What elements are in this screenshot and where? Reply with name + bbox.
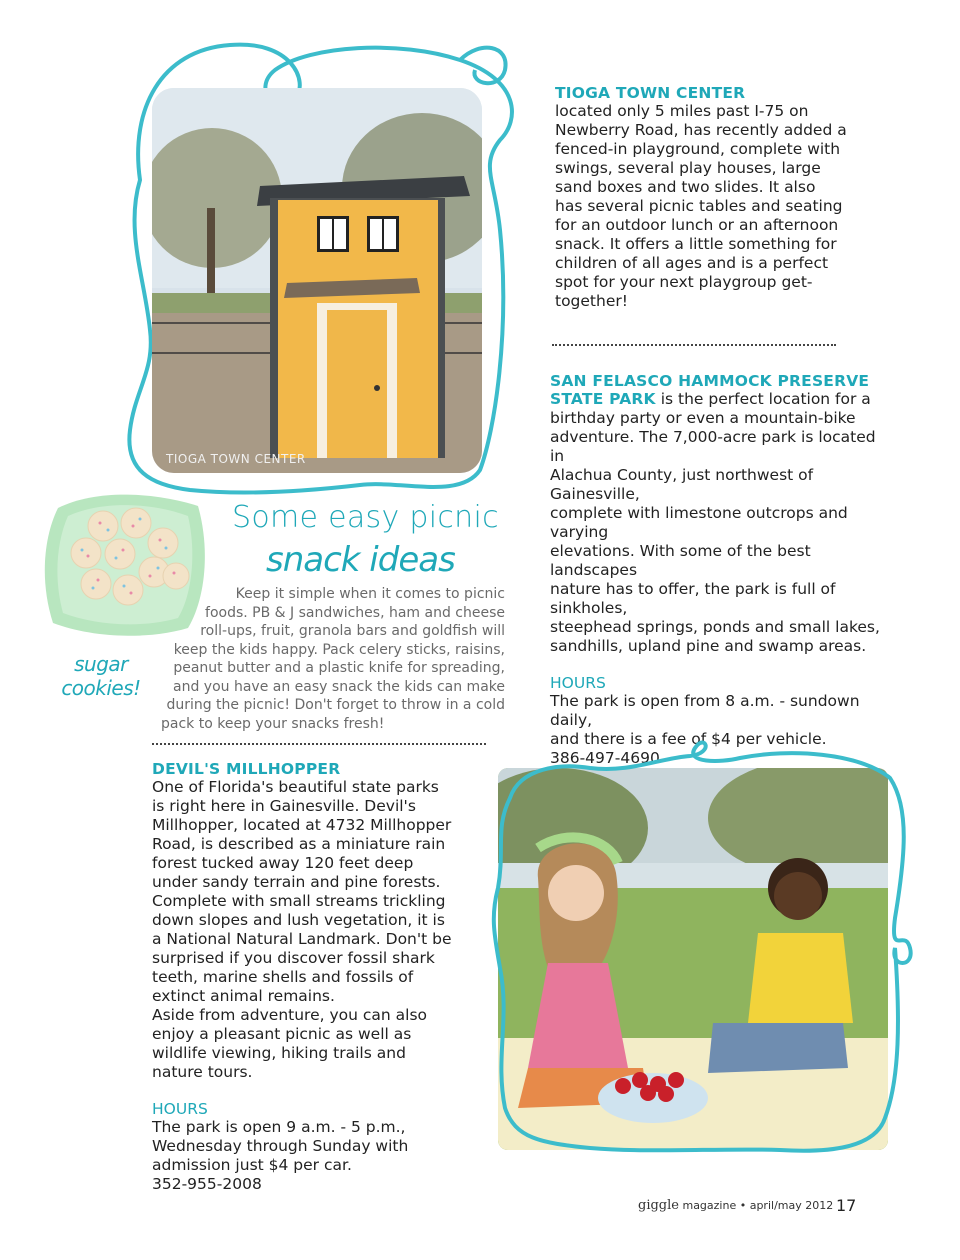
hours-line: and there is a fee of $4 per vehicle. xyxy=(550,730,827,748)
devils-line: surprised if you discover fossil shark xyxy=(152,949,435,967)
phone-number: 352-955-2008 xyxy=(152,1175,262,1193)
page-number: 17 xyxy=(836,1196,857,1215)
sanfelasco-line: adventure. The 7,000-acre park is located in xyxy=(550,428,876,465)
dotted-divider xyxy=(152,743,486,745)
devils-body xyxy=(152,778,482,1082)
sanfelasco-line: Alachua County, just northwest of Gainesville, xyxy=(550,466,814,503)
devils-section xyxy=(152,760,482,1194)
footer-issue: magazine • april/may 2012 xyxy=(678,1199,834,1212)
sanfelasco-line: nature has to offer, the park is full of sinkholes, xyxy=(550,580,836,617)
sanfelasco-line: elevations. With some of the best landscapes xyxy=(550,542,811,579)
sanfelasco-line: is the perfect location for a xyxy=(655,390,871,408)
devils-line: a National Natural Landmark. Don't be xyxy=(152,930,452,948)
devils-line: under sandy terrain and pine forests. xyxy=(152,873,441,891)
cookie-label-line: cookies! xyxy=(61,676,141,700)
tioga-line: has several picnic tables and seating xyxy=(555,197,843,215)
devils-heading: DEVIL'S MILLHOPPER xyxy=(152,760,341,778)
tioga-line: Newberry Road, has recently added a xyxy=(555,121,847,139)
phone-number: 386-497-4690 xyxy=(550,749,660,767)
sanfelasco-heading: SAN FELASCO HAMMOCK PRESERVE xyxy=(550,372,870,390)
tioga-line: located only 5 miles past I-75 on xyxy=(555,102,809,120)
devils-line: forest tucked away 120 feet deep xyxy=(152,854,414,872)
devils-line: One of Florida's beautiful state parks xyxy=(152,778,439,796)
devils-line: nature tours. xyxy=(152,1063,253,1081)
tioga-line: for an outdoor lunch or an afternoon xyxy=(555,216,839,234)
hours-line: admission just $4 per car. xyxy=(152,1156,352,1174)
sanfelasco-section xyxy=(550,372,890,768)
sanfelasco-line: complete with limestone outcrops and varying xyxy=(550,504,848,541)
photo-caption: TIOGA TOWN CENTER xyxy=(166,452,306,466)
devils-line: is right here in Gainesville. Devil's xyxy=(152,797,416,815)
snack-subtitle: snack ideas xyxy=(266,540,455,580)
devils-line: down slopes and lush vegetation, it is xyxy=(152,911,445,929)
snack-line: keep the kids happy. Pack celery sticks, raisins, xyxy=(173,641,505,658)
snack-line: roll-ups, fruit, granola bars and goldfish will xyxy=(200,623,505,639)
devils-line: enjoy a pleasant picnic as well as xyxy=(152,1025,412,1043)
devils-line: Aside from adventure, you can also xyxy=(152,1006,428,1024)
tioga-line: sand boxes and two slides. It also xyxy=(555,178,816,196)
tioga-line: swings, several play houses, large xyxy=(555,159,821,177)
sanfelasco-heading-cont: STATE PARK xyxy=(550,390,656,408)
snack-body xyxy=(150,585,505,733)
tioga-body xyxy=(555,102,885,311)
sanfelasco-line: sandhills, upland pine and swamp areas. xyxy=(550,637,867,655)
hours-line: The park is open 9 a.m. - 5 p.m., xyxy=(152,1118,406,1136)
hours-line: The park is open from 8 a.m. - sundown daily, xyxy=(550,692,860,729)
snack-line: Keep it simple when it comes to picnic xyxy=(235,586,505,602)
tioga-line: snack. It offers a little something for xyxy=(555,235,837,253)
magazine-brand: giggle xyxy=(638,1198,679,1213)
tioga-line: children of all ages and is a perfect xyxy=(555,254,829,272)
tioga-section xyxy=(555,84,885,311)
sanfelasco-first-line xyxy=(550,390,890,409)
dotted-divider xyxy=(552,344,836,346)
sanfelasco-hours-label: HOURS xyxy=(550,674,606,692)
decorative-swirl-frame-bottom xyxy=(480,738,920,1170)
devils-line: Road, is described as a miniature rain xyxy=(152,835,446,853)
snack-line: peanut butter and a plastic knife for spreading, xyxy=(173,660,505,676)
tioga-line: fenced-in playground, complete with xyxy=(555,140,841,158)
snack-title: Some easy picnic xyxy=(232,500,499,535)
tioga-heading: TIOGA TOWN CENTER xyxy=(555,84,746,102)
sanfelasco-body xyxy=(550,409,890,656)
devils-hours xyxy=(152,1118,482,1194)
snack-line: pack to keep your snacks fresh! xyxy=(161,715,385,732)
page-footer xyxy=(638,1198,833,1213)
devils-line: wildlife viewing, hiking trails and xyxy=(152,1044,406,1062)
sugar-cookies-label xyxy=(56,652,146,700)
devils-line: extinct animal remains. xyxy=(152,987,335,1005)
devils-hours-label: HOURS xyxy=(152,1100,208,1118)
cookie-label-line: sugar xyxy=(74,652,128,676)
sanfelasco-line: steephead springs, ponds and small lakes, xyxy=(550,618,880,636)
sanfelasco-line: birthday party or even a mountain-bike xyxy=(550,409,856,427)
devils-line: teeth, marine shells and fossils of xyxy=(152,968,414,986)
devils-line: Complete with small streams trickling xyxy=(152,892,446,910)
devils-line: Millhopper, located at 4732 Millhopper xyxy=(152,816,452,834)
tioga-playhouse-photo xyxy=(152,88,482,473)
snack-line: foods. PB & J sandwiches, ham and cheese xyxy=(205,604,505,621)
hours-line: Wednesday through Sunday with xyxy=(152,1137,409,1155)
snack-line: during the picnic! Don't forget to throw in a cold xyxy=(166,697,505,713)
tioga-line: spot for your next playgroup get- xyxy=(555,273,813,291)
tioga-line: together! xyxy=(555,292,628,310)
playhouse-illustration xyxy=(152,88,482,473)
snack-line: and you have an easy snack the kids can make xyxy=(173,678,505,695)
